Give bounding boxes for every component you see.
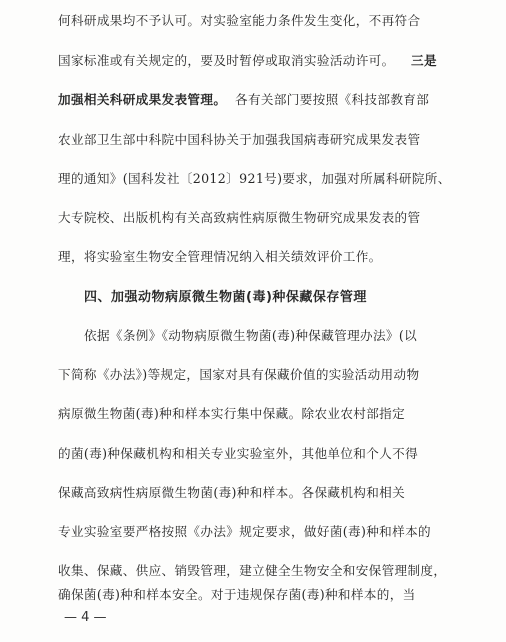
body-line: 依据《条例》《动物病原微生物菌(毒)种保藏管理办法》(以 xyxy=(84,328,418,343)
page-number: — 4 — xyxy=(64,610,107,625)
body-line: 理，将实验室生物安全管理情况纳入相关绩效评价工作。 xyxy=(58,249,382,264)
body-line: 保藏高致病性病原微生物菌(毒)种和样本。各保藏机构和相关 xyxy=(58,485,406,500)
body-line: 的菌(毒)种保藏机构和相关专业实验室外，其他单位和个人不得 xyxy=(58,446,419,461)
body-line: 下简称《办法》)等规定，国家对具有保藏价值的实验活动用动物 xyxy=(58,367,420,382)
body-line: 收集、保藏、供应、销毁管理，建立健全生物安全和安保管理制度， xyxy=(58,563,447,578)
body-line: 病原微生物菌(毒)种和样本实行集中保藏。除农业农村部指定 xyxy=(58,406,406,421)
emphasis-text: 加强相关科研成果发表管理。 xyxy=(58,92,227,107)
body-line: 国家标准或有关规定的，要及时暂停或取消实验活动许可。 xyxy=(58,53,395,68)
emphasis-text: 三是 xyxy=(411,53,437,68)
body-line: 何科研成果均不予认可。对实验室能力条件发生变化，不再符合 xyxy=(58,13,421,28)
body-line: 农业部卫生部中科院中国科协关于加强我国病毒研究成果发表管 xyxy=(58,132,421,147)
section-heading: 四、加强动物病原微生物菌(毒)种保藏保存管理 xyxy=(84,290,367,305)
body-line: 专业实验室要严格按照《办法》规定要求，做好菌(毒)种和样本的 xyxy=(58,524,431,539)
body-line: 理的通知》(国科发社〔2012〕921号)要求，加强对所属科研院所、 xyxy=(58,171,451,186)
body-line: 各有关部门要按照《科技部教育部 xyxy=(235,92,430,107)
body-line: 确保菌(毒)种和样本安全。对于违规保存菌(毒)种和样本的，当 xyxy=(58,587,416,602)
body-line: 大专院校、出版机构有关高致病性病原微生物研究成果发表的管 xyxy=(58,210,421,225)
